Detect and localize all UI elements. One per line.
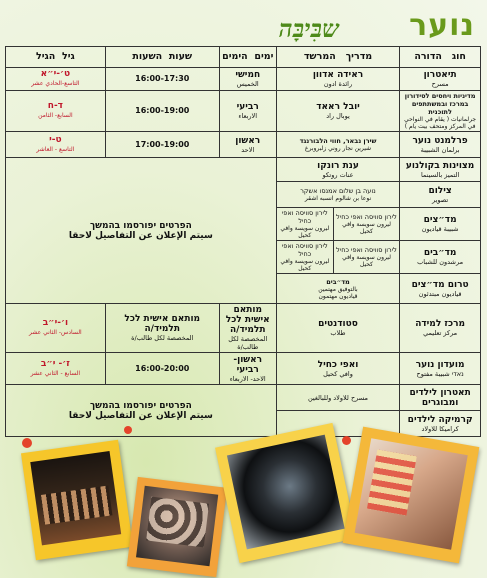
schedule-table	[5, 46, 481, 437]
age-cell: ו׳-י״ב السادس- الثاني عشر	[6, 304, 106, 353]
page-title: נוער	[409, 8, 475, 43]
instructor-cell: יובל ראאד يوبال راد	[276, 91, 400, 132]
decor-dot	[22, 438, 32, 448]
photo-girl-smiling	[355, 438, 468, 550]
age-cell: ז׳- י״ב السابع - الثاني عشر	[6, 353, 106, 385]
announcement-cell: הפרטים יפורסמו בהמשך سيتم الإعلان عن التفاصيل لاحقا	[6, 158, 277, 304]
time-cell: 16:00-17:30	[105, 68, 219, 91]
photo-frame	[21, 440, 133, 561]
course-cell: מרכז למידה مركز تعليمي	[400, 304, 481, 353]
instructor-cell: לירון סוויסה ואפי כחיל ليرون سويسة وافي كحيل	[333, 241, 400, 274]
instructor-cell: נועה בן שלום אמנסו אשקר نوعا بن شالوم انسبه اشقر	[276, 182, 400, 208]
photo-frame	[127, 477, 227, 577]
table-row	[6, 304, 481, 353]
course-cell: מצוינות בקולנוע التميز بالسينما	[400, 158, 481, 182]
photo-group-kids	[136, 486, 218, 566]
course-cell: מד״בים مرشدون للشباب	[400, 241, 481, 274]
photo-frame	[343, 427, 480, 564]
day-cell: ראשון- רביעי الاحد- الاربعاء	[219, 353, 276, 385]
photo-frame	[215, 423, 357, 563]
table-row	[6, 132, 481, 158]
age-cell: ד-ח السابع- الثامن	[6, 91, 106, 132]
instructor-cell: ואפי כחיל وافي كحيل	[276, 353, 400, 385]
instructor-cell: לירון סוויסה ואפי כחיל ليرون سويسة وافي كحيل	[276, 208, 333, 241]
course-cell: תיאטרון مسرح	[400, 68, 481, 91]
instructor-cell: סטודנטים طلاب	[276, 304, 400, 353]
photo-camera-lens	[227, 435, 345, 550]
time-cell: 17:00-19:00	[105, 132, 219, 158]
day-cell: מותאם אישית לכל תלמיד/ה المخصصة لكل طالب/ة	[219, 304, 276, 353]
instructor-cell: ענת רונקו عنات روتكو	[276, 158, 400, 182]
table-header-row	[6, 47, 481, 68]
instructor-cell: לירון סוויסה ואפי כחיל ليرون سويسة وافي كحيل	[333, 208, 400, 241]
course-cell: פרלמנט נוער برلمان الشبيبة	[400, 132, 481, 158]
time-cell: 16:00-19:00	[105, 91, 219, 132]
header-cell: ימים הימים	[219, 47, 276, 68]
photo-stage-performance	[30, 451, 121, 545]
course-cell: מועדון נוער נאדי شبيبة مفتوح	[400, 353, 481, 385]
day-cell: רביעי الاربعاء	[219, 91, 276, 132]
age-cell: ט׳-י״א التاسع-الحادي عشر	[6, 68, 106, 91]
instructor-cell: مسرح للاولاد وللبالغين	[276, 385, 400, 411]
photo-collage	[0, 418, 487, 578]
table-row	[6, 158, 481, 182]
decor-dot	[342, 436, 351, 445]
instructor-cell: שירן נבאר, חווי הלבורנגד شيرين نجار روني زلبروبرغ	[276, 132, 400, 158]
header-cell: חוג הדורה	[400, 47, 481, 68]
course-cell: מדיניות ויחסים לסידורון במרכז ובמשתתפים לתוכנית جرلمانيات ( يقام في النواحي في المركز ومتحف بيت يام )	[400, 91, 481, 132]
course-cell: תאטרון לילדים ומבוגרים	[400, 385, 481, 411]
time-cell: מותאם אישית לכל תלמיד/ה المخصصة لكل طالب/ة	[105, 304, 219, 353]
table-row	[6, 385, 481, 411]
instructor-cell: לירון סוויסה ואפי כחיל ليرون سويسة وافي كحيل	[276, 241, 333, 274]
course-cell: טרום מד״צים قياديون مبتدئون	[400, 274, 481, 304]
age-cell: ט-י التاسع - العاشر	[6, 132, 106, 158]
page-header	[0, 6, 487, 44]
decor-dot	[124, 426, 132, 434]
announcement-cell: הפרטים יפורסמו בהמשך سيتم الإعلان عن التفاصيل لاحقا	[6, 385, 277, 437]
time-cell: 16:00-20:00	[105, 353, 219, 385]
course-cell: קרמיקה לילדים كراميكا للاولاد	[400, 411, 481, 437]
header-cell: גיל הגיל	[6, 47, 106, 68]
day-cell: ראשון الاحد	[219, 132, 276, 158]
header-cell: שעות השעות	[105, 47, 219, 68]
table-row	[6, 91, 481, 132]
page-subtitle: שבִּיבָּה	[278, 14, 339, 43]
instructor-cell: ראידה אדוון رائدة ادون	[276, 68, 400, 91]
day-cell: חמישי الخميس	[219, 68, 276, 91]
header-cell: מדריך המרשד	[276, 47, 400, 68]
table-row	[6, 68, 481, 91]
course-cell: צילום تصوير	[400, 182, 481, 208]
course-cell: מד״צים شبيبة قياديون	[400, 208, 481, 241]
instructor-cell: מד״בים بالتوفيق مهتمين قياديون مهتمون	[276, 274, 400, 304]
table-row	[6, 353, 481, 385]
